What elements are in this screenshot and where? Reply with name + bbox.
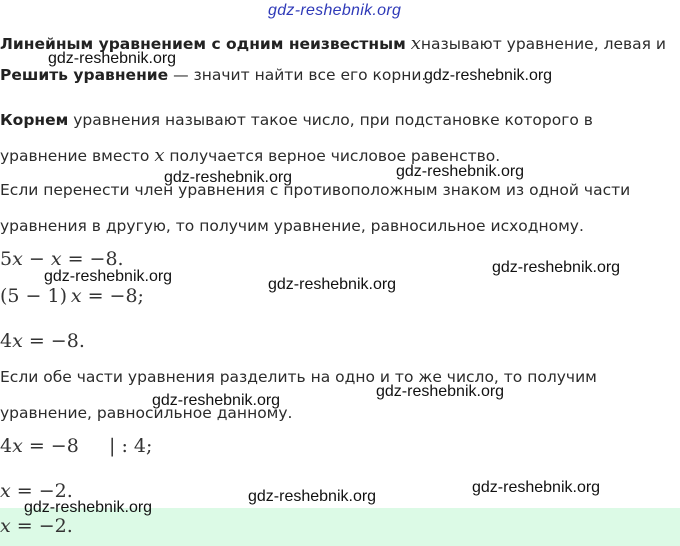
eq3-var: x — [12, 330, 23, 352]
watermark: gdz-reshebnik.org — [492, 259, 621, 276]
root-line2-start: уравнение вместо — [0, 147, 150, 165]
eq5-rhs: = −2. — [10, 480, 73, 502]
eq2-rhs: = −8; — [81, 285, 144, 307]
solve-rest: — значит найти все его корни. — [173, 66, 427, 84]
solve-term: Решить уравнение — [0, 66, 169, 84]
watermark: gdz-reshebnik.org — [152, 392, 281, 409]
watermark: gdz-reshebnik.org — [248, 488, 377, 505]
equation-step-4 — [0, 436, 152, 456]
transfer-rule-line1: Если перенести член уравнения с противоположным знаком из одной части — [0, 181, 631, 199]
root-line2-end: получается верное числовое равенство. — [169, 147, 501, 165]
eq3-rhs: = −8. — [22, 330, 85, 352]
watermark: gdz-reshebnik.org — [424, 67, 553, 84]
eq4-divide: | : 4; — [109, 435, 153, 457]
watermark: gdz-reshebnik.org — [48, 50, 177, 67]
watermark: gdz-reshebnik.org — [472, 479, 601, 496]
answer-equation — [0, 516, 73, 536]
answer-rhs: = −2. — [10, 515, 73, 537]
eq1-coef: 5 — [0, 248, 13, 270]
eq4-coef: 4 — [0, 435, 13, 457]
root-rest: уравнения называют такое число, при подстановке которого в — [73, 111, 593, 129]
watermark-top: gdz-reshebnik.org — [268, 2, 402, 19]
equation-step-3 — [0, 331, 85, 351]
definition-term: Линейным уравнением с одним неизвестным — [0, 35, 406, 53]
definition-var: x — [410, 33, 421, 54]
answer-var: x — [0, 515, 11, 537]
equation-step-5 — [0, 481, 73, 501]
watermark: gdz-reshebnik.org — [44, 268, 173, 285]
divide-rule-line1: Если обе части уравнения разделить на одно и то же число, то получим — [0, 368, 597, 386]
solve-definition-line — [0, 65, 426, 85]
root-var: x — [154, 145, 165, 166]
equation-step-1 — [0, 249, 124, 269]
eq1-rhs: = −8. — [61, 248, 124, 270]
eq3-coef: 4 — [0, 330, 13, 352]
transfer-rule-line2: уравнения в другую, то получим уравнение, равносильное исходному. — [0, 217, 584, 235]
eq2-var: x — [70, 285, 82, 307]
watermark: gdz-reshebnik.org — [24, 499, 153, 516]
watermark: gdz-reshebnik.org — [268, 276, 397, 293]
root-definition-line1 — [0, 110, 593, 130]
equation-step-2 — [0, 286, 144, 306]
eq1-var1: x — [12, 248, 23, 270]
eq4-rhs: = −8 — [22, 435, 79, 457]
watermark: gdz-reshebnik.org — [396, 163, 525, 180]
definition-rest: называют уравнение, левая и — [420, 35, 666, 53]
root-term: Корнем — [0, 111, 69, 129]
divide-rule-line2: уравнение, равносильное данному. — [0, 404, 293, 422]
eq2-lhs: (5 − 1) — [0, 285, 68, 307]
eq5-var: x — [0, 480, 11, 502]
eq1-minus: − — [22, 248, 51, 270]
watermark: gdz-reshebnik.org — [376, 383, 505, 400]
eq1-var2: x — [50, 248, 62, 270]
watermark: gdz-reshebnik.org — [164, 169, 293, 186]
eq4-var: x — [12, 435, 23, 457]
